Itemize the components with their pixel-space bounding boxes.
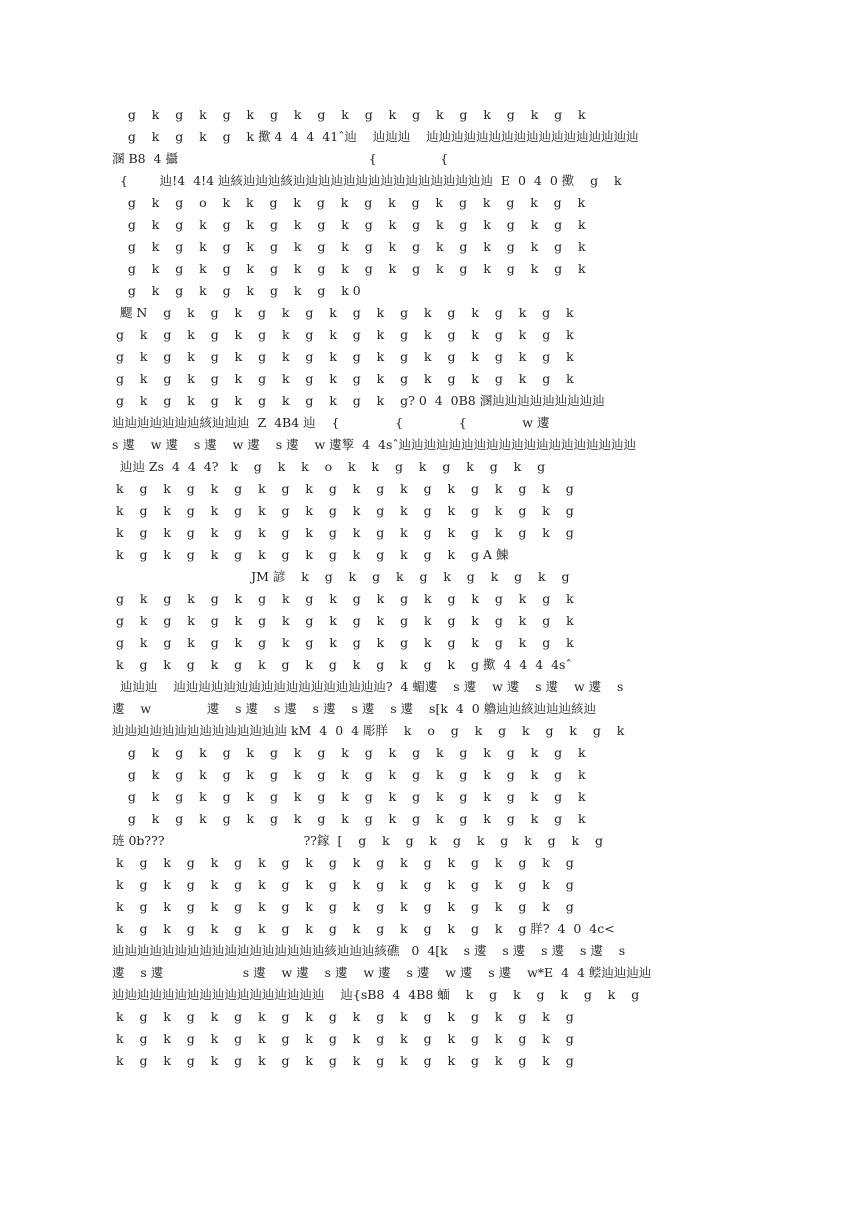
text-line: g k g k g k g k g k 0 xyxy=(112,283,361,298)
text-line: k g k g k g k g k g k g k g k g k g k g xyxy=(112,525,574,540)
text-line: 辿辿辿 辿辿辿辿辿辿辿辿辿辿辿辿辿辿辿辿辿? 4 蝞遱 s 遱 w 遱 s 遱 w 遱 s xyxy=(112,679,624,694)
text-line: { 辿!4 4!4 辿絯辿辿辿絯辿辿辿辿辿辿辿辿辿辿辿辿辿辿辿辿 E 0 4 0 擹 g k xyxy=(112,173,622,188)
text-line: 辿辿辿辿辿辿辿辿辿辿辿辿辿辿辿辿辿絯辿辿辿絯礁 0 4[k s 遱 s 遱 s 遱 s 遱 s xyxy=(112,943,626,958)
text-line: 遱 w 遱 s 遱 s 遱 s 遱 s 遱 s 遱 s[k 4 0 艪辿辿絯辿辿辿絯辿 xyxy=(112,701,597,716)
text-line: k g k g k g k g k g k g k g k g k g k g xyxy=(112,503,574,518)
text-line: g k g k g k g k g k g k g k g k g k g k xyxy=(112,261,586,276)
text-line: g k g k g k g k g k g k g k g k g k g k xyxy=(112,239,586,254)
text-line: k g k g k g k g k g k g k g k g k g k g xyxy=(112,1031,574,1046)
text-line: g k g k g k g k g k g k g? 0 4 0B8 溷辿辿辿辿辿辿辿辿辿 xyxy=(112,393,605,408)
text-line: k g k g k g k g k g k g k g k g A 鰊 xyxy=(112,547,509,562)
text-line: 辿辿辿辿辿辿辿絯辿辿辿 Z 4B4 辿 { { { w 遱 xyxy=(112,415,550,430)
text-line: 辿辿 Zs 4 4 4? k g k k o k k g k g k g k g xyxy=(112,459,546,474)
text-line: 辿辿辿辿辿辿辿辿辿辿辿辿辿辿 kM 4 0 4 彫羘 k o g k g k g k g k xyxy=(112,723,625,738)
text-line: k g k g k g k g k g k g k g k g 擹 4 4 4 4sˆ xyxy=(112,657,572,672)
text-line: 颸 N g k g k g k g k g k g k g k g k g k xyxy=(112,305,574,320)
text-line: 辿辿辿辿辿辿辿辿辿辿辿辿辿辿辿辿辿 辿{sB8 4 4B8 蝒 k g k g k g k g xyxy=(112,987,640,1002)
text-line: g k g k g k g k g k g k g k g k g k g k xyxy=(112,767,586,782)
text-line: 遱 s 遱 s 遱 w 遱 s 遱 w 遱 s 遱 w 遱 s 遱 w*E 4 4 鲿辿辿辿辿 xyxy=(112,965,652,980)
text-line: k g k g k g k g k g k g k g k g k g k g xyxy=(112,855,574,870)
text-line: k g k g k g k g k g k g k g k g k g k g xyxy=(112,877,574,892)
text-line: 溷 B8 4 攝 { { xyxy=(112,151,449,166)
text-line: s 遱 w 遱 s 遱 w 遱 s 遱 w 遱箰 4 4sˆ辿辿辿辿辿辿辿辿辿辿辿辿辿辿辿辿辿辿辿 xyxy=(112,437,637,452)
text-line: 琏 0b??? ??鎵 [ g k g k g k g k g k g xyxy=(112,833,604,848)
text-line: k g k g k g k g k g k g k g k g k g k g xyxy=(112,899,574,914)
text-line: g k g k g k g k g k g k g k g k g k g k xyxy=(112,635,574,650)
text-line: g k g k g k g k g k g k g k g k g k g k xyxy=(112,349,574,364)
text-line: k g k g k g k g k g k g k g k g k g k g xyxy=(112,1053,574,1068)
text-line: g k g k g k g k g k g k g k g k g k g k xyxy=(112,789,586,804)
text-line: g k g k g k g k g k g k g k g k g k g k xyxy=(112,217,586,232)
text-line: g k g o k k g k g k g k g k g k g k g k xyxy=(112,195,586,210)
garbled-text-block xyxy=(112,104,752,1072)
text-line: g k g k g k g k g k g k g k g k g k g k xyxy=(112,591,574,606)
text-line: g k g k g k g k g k g k g k g k g k g k xyxy=(112,811,586,826)
text-line: JM 諺 k g k g k g k g k g k g xyxy=(112,569,570,584)
text-line: g k g k g k g k g k g k g k g k g k g k xyxy=(112,613,574,628)
text-line: g k g k g k g k g k g k g k g k g k g k xyxy=(112,745,586,760)
text-line: g k g k g k g k g k g k g k g k g k g k xyxy=(112,327,574,342)
text-line: g k g k g k g k g k g k g k g k g k g k xyxy=(112,371,574,386)
text-line: k g k g k g k g k g k g k g k g k g k g xyxy=(112,1009,574,1024)
text-line: k g k g k g k g k g k g k g k g k g 羘? 4 0 4c< xyxy=(112,921,615,936)
text-line: g k g k g k 擹 4 4 4 41ˆ辿 辿辿辿 辿辿辿辿辿辿辿辿辿辿辿辿辿辿辿辿辿 xyxy=(112,129,639,144)
text-line: g k g k g k g k g k g k g k g k g k g k xyxy=(112,107,586,122)
text-line: k g k g k g k g k g k g k g k g k g k g xyxy=(112,481,574,496)
